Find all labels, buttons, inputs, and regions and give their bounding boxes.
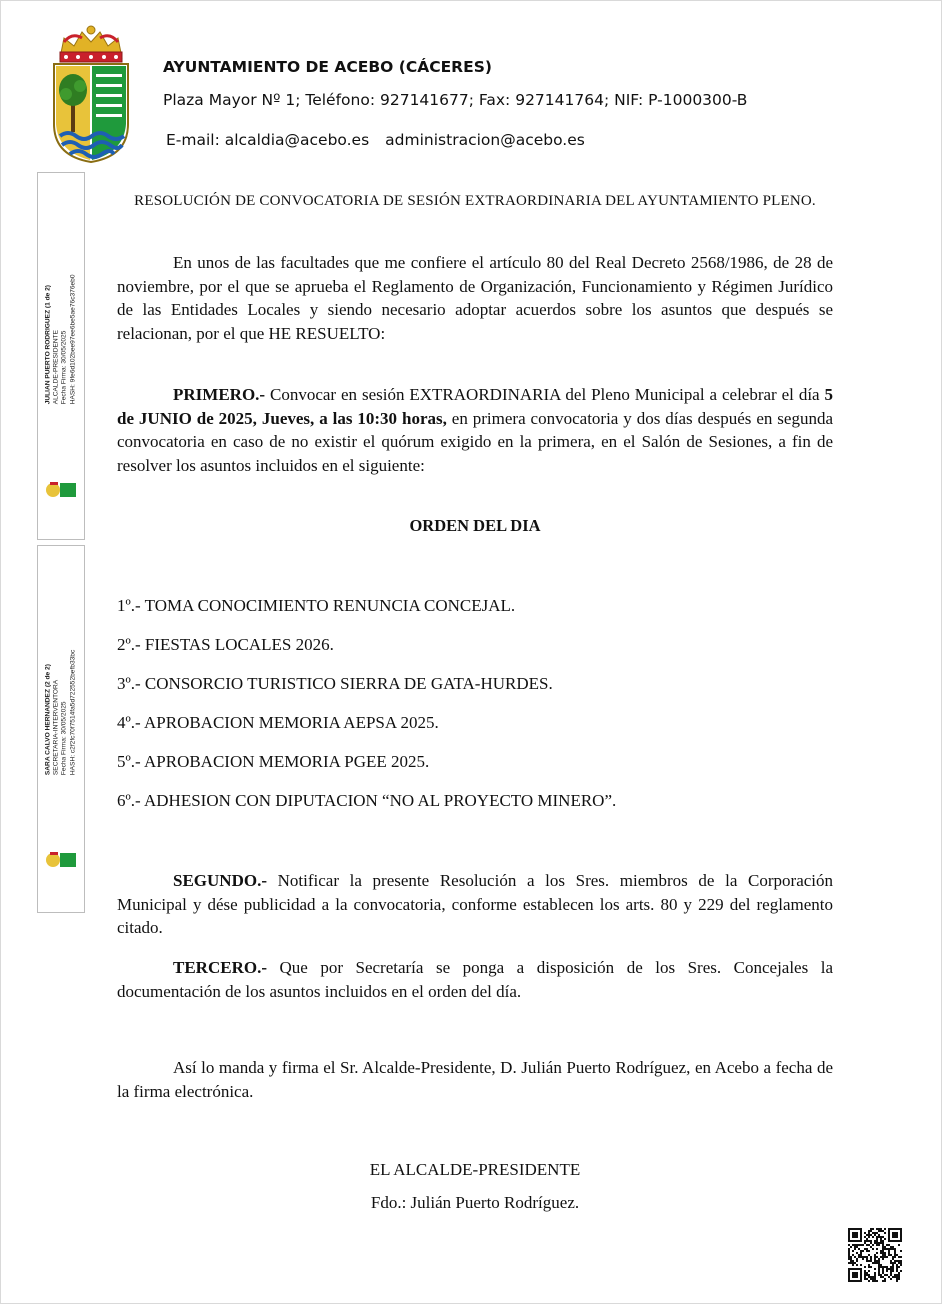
signature-1-date: Fecha Firma: 30/05/2025: [61, 330, 68, 405]
intro-paragraph: En unos de las facultades que me confiere el artículo 80 del Real Decreto 2568/1986, de 28 de noviembre, por el que se aprueba el Reglamento de Organización, Funcionamiento y Régimen Jurídico de las Entidades Locales y siendo necesario adoptar acuerdos sobre los asuntos que después se relacionan, por el que HE RESUELTO:: [117, 253, 833, 343]
signature-2-role: SECRETARIA-INTERVENTORA: [52, 679, 60, 776]
segundo-label: SEGUNDO.-: [173, 871, 267, 890]
email-alcaldia[interactable]: E-mail: alcaldia@acebo.es: [166, 131, 370, 149]
signatory-title: EL ALCALDE-PRESIDENTE: [369, 1160, 581, 1179]
signature-1-text: [45, 275, 78, 405]
orden-item-6: 6º.- ADHESION CON DIPUTACION “NO AL PROYECTO MINERO”.: [117, 791, 617, 810]
segundo-text: Notificar la presente Resolución a los Sres. miembros de la Corporación Municipal y dése publicidad a la convocatoria, conforme establecen los arts. 80 y 229 del reglamento citado.: [117, 871, 834, 938]
signature-2-date: Fecha Firma: 30/05/2025: [61, 701, 68, 776]
tercero-text: Que por Secretaría se ponga a disposición de los Sres. Concejales la documentación de los asuntos incluidos en el orden del día.: [117, 958, 833, 1001]
orden-item-5: 5º.- APROBACION MEMORIA PGEE 2025.: [117, 752, 430, 771]
closing-paragraph: Así lo manda y firma el Sr. Alcalde-Presidente, D. Julián Puerto Rodríguez, en Acebo a fecha de la firma electrónica.: [117, 1058, 833, 1101]
signature-box-1: [37, 172, 85, 540]
org-address: Plaza Mayor Nº 1; Teléfono: 927141677; Fax: 927141764; NIF: P-1000300-B: [163, 91, 748, 109]
segundo-paragraph: [117, 869, 833, 940]
org-email: [166, 131, 585, 149]
validation-vertical-text: [884, 828, 906, 1218]
signature-1-hash: HASH: 9fe6d102bee97ee6be5ae76c376eb0: [69, 274, 77, 405]
orden-item-2: 2º.- FIESTAS LOCALES 2026.: [117, 635, 334, 654]
tercero-label: TERCERO.-: [173, 958, 267, 977]
signatory-name: Fdo.: Julián Puerto Rodríguez.: [370, 1193, 580, 1212]
signature-2-hash: HASH: c2f2fc70f7514fa5d722552befb33bc: [69, 649, 77, 776]
orden-del-dia-title: ORDEN DEL DIA: [409, 516, 541, 535]
document-title: RESOLUCIÓN DE CONVOCATORIA DE SESIÓN EXTRAORDINARIA DEL AYUNTAMIENTO PLENO.: [134, 193, 816, 209]
signature-2-text: [45, 650, 78, 775]
signature-box-2: [37, 545, 85, 913]
orden-item-3: 3º.- CONSORCIO TURISTICO SIERRA DE GATA-HURDES.: [117, 674, 553, 693]
signature-1-role: ALCALDE-PRESIDENTE: [52, 329, 60, 405]
orden-item-4: 4º.- APROBACION MEMORIA AEPSA 2025.: [117, 713, 439, 732]
qr-code[interactable]: [848, 1228, 902, 1282]
signature-1-logo: [43, 479, 79, 501]
primero-paragraph: [117, 383, 833, 477]
orden-item-1: 1º.- TOMA CONOCIMIENTO RENUNCIA CONCEJAL.: [117, 596, 516, 615]
primero-date: 5 de JUNIO de 2025, Jueves, a las 10:30 horas,: [117, 385, 834, 428]
tercero-paragraph: [117, 956, 833, 1003]
signature-2-logo: [43, 849, 79, 871]
coat-of-arms-logo: [52, 24, 130, 164]
primero-label: PRIMERO.-: [173, 385, 266, 404]
signature-1-name: JULIAN PUERTO RODRIGUEZ (1 de 2): [44, 284, 52, 405]
primero-text-2: en primera convocatoria y dos días después en segunda convocatoria en caso de no existir el quórum exigido en la primera, en el Salón de Sesiones, a fin de resolver los asuntos incluidos en el siguiente:: [117, 408, 833, 475]
primero-text-1: Convocar en sesión EXTRAORDINARIA del Pleno Municipal a celebrar el día: [270, 385, 820, 404]
validation-platform: [884, 1209, 942, 1218]
signature-2-name: SARA CALVO HERNANDEZ (2 de 2): [44, 664, 52, 776]
email-administracion[interactable]: administracion@acebo.es: [385, 131, 585, 149]
org-name: AYUNTAMIENTO DE ACEBO (CÁCERES): [163, 58, 492, 76]
